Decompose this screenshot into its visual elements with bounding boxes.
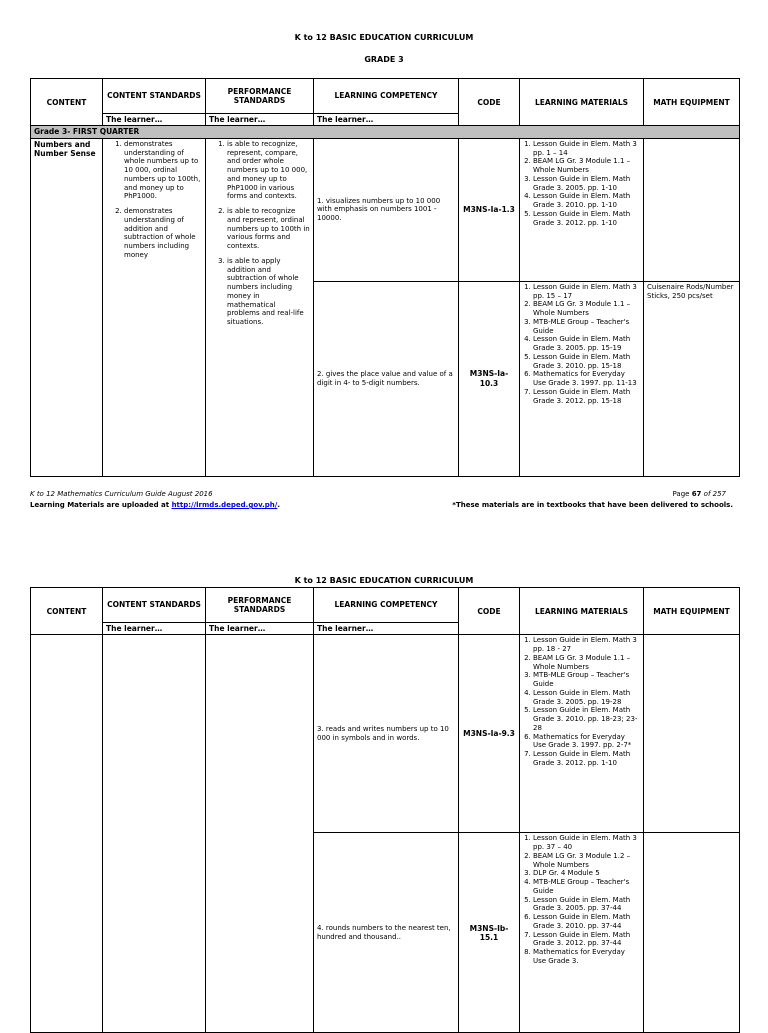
material-item: 6. Mathematics for Everyday Use Grade 3. 1997. pp. 2-7* [533, 733, 640, 751]
header-performance-standards: PERFORMANCE STANDARDS [206, 79, 314, 114]
content-cell [31, 635, 103, 1033]
header-content: CONTENT [31, 79, 103, 126]
materials-cell [520, 833, 644, 1033]
header-math-equipment: MATH EQUIPMENT [644, 588, 740, 635]
footer-left-2: Learning Materials are uploaded at http://lrmds.deped.gov.ph/. [30, 501, 281, 509]
code-cell: M3NS-Ia-10.3 [459, 281, 520, 476]
code-cell: M3NS-Ia-1.3 [459, 138, 520, 281]
material-item: 7. Lesson Guide in Elem. Math Grade 3. 2012. pp. 37-44 [533, 931, 640, 949]
material-item: 2. BEAM LG Gr. 3 Module 1.1 – Whole Numbers [533, 300, 640, 318]
equipment-cell [644, 635, 740, 833]
learner-label: The learner… [103, 623, 206, 635]
footer-left-1: K to 12 Mathematics Curriculum Guide August 2016 [30, 490, 213, 498]
page-title: K to 12 BASIC EDUCATION CURRICULUM [294, 33, 474, 42]
material-item: 3. Lesson Guide in Elem. Math Grade 3. 2005. pp. 1-10 [533, 175, 640, 193]
lrmds-link[interactable]: http://lrmds.deped.gov.ph/ [171, 501, 278, 509]
content-standard-item: 2. demonstrates understanding of addition and subtraction of whole numbers including money [124, 207, 202, 260]
curriculum-table-1 [30, 78, 740, 477]
material-item: 7. Lesson Guide in Elem. Math Grade 3. 2012. pp. 15-18 [533, 388, 640, 406]
content-standards-cell [103, 138, 206, 476]
header-learning-competency: LEARNING COMPETENCY [314, 588, 459, 623]
header-code: CODE [459, 588, 520, 635]
content-cell: Numbers and Number Sense [31, 138, 103, 476]
learner-label: The learner… [314, 623, 459, 635]
header-content: CONTENT [31, 588, 103, 635]
code-cell: M3NS-Ia-9.3 [459, 635, 520, 833]
header-performance-standards: PERFORMANCE STANDARDS [206, 588, 314, 623]
grade-heading: GRADE 3 [364, 55, 404, 64]
learner-label: The learner… [314, 114, 459, 126]
material-item: 3. MTB-MLE Group – Teacher's Guide [533, 671, 640, 689]
material-item: 2. BEAM LG Gr. 3 Module 1.2 – Whole Numbers [533, 852, 640, 870]
material-item: 1. Lesson Guide in Elem. Math 3 pp. 1 – 14 [533, 140, 640, 158]
competency-cell: 2. gives the place value and value of a digit in 4- to 5-digit numbers. [314, 281, 459, 476]
header-code: CODE [459, 79, 520, 126]
material-item: 4. Lesson Guide in Elem. Math Grade 3. 2005. pp. 19-28 [533, 689, 640, 707]
content-standards-cell [103, 635, 206, 1033]
material-item: 5. Lesson Guide in Elem. Math Grade 3. 2005. pp. 37-44 [533, 896, 640, 914]
materials-cell [520, 138, 644, 281]
equipment-cell [644, 833, 740, 1033]
code-cell: M3NS-Ib-15.1 [459, 833, 520, 1033]
material-item: 1. Lesson Guide in Elem. Math 3 pp. 15 – 17 [533, 283, 640, 301]
material-item: 4. Lesson Guide in Elem. Math Grade 3. 2010. pp. 1-10 [533, 192, 640, 210]
equipment-cell: Cuisenaire Rods/Number Sticks, 250 pcs/set [644, 281, 740, 476]
material-item: 4. MTB-MLE Group – Teacher's Guide [533, 878, 640, 896]
performance-standard-item: 2. is able to recognize and represent, ordinal numbers up to 100th in various forms and contexts. [227, 207, 310, 251]
header-learning-materials: LEARNING MATERIALS [520, 588, 644, 635]
material-item: 2. BEAM LG Gr. 3 Module 1.1 – Whole Numbers [533, 157, 640, 175]
page-number: Page 67 of 257 [672, 490, 726, 498]
competency-cell: 4. rounds numbers to the nearest ten, hundred and thousand.. [314, 833, 459, 1033]
performance-standards-cell [206, 138, 314, 476]
material-item: 2. BEAM LG Gr. 3 Module 1.1 – Whole Numbers [533, 654, 640, 672]
header-content-standards: CONTENT STANDARDS [103, 79, 206, 114]
learner-label: The learner… [206, 114, 314, 126]
material-item: 3. MTB-MLE Group – Teacher's Guide [533, 318, 640, 336]
material-item: 1. Lesson Guide in Elem. Math 3 pp. 18 - 27 [533, 636, 640, 654]
material-item: 5. Lesson Guide in Elem. Math Grade 3. 2010. pp. 15-18 [533, 353, 640, 371]
content-standard-item: 1. demonstrates understanding of whole numbers up to 10 000, ordinal numbers up to 100th, and money up to PhP1000. [124, 140, 202, 201]
material-item: 5. Lesson Guide in Elem. Math Grade 3. 2012. pp. 1-10 [533, 210, 640, 228]
material-item: 6. Lesson Guide in Elem. Math Grade 3. 2010. pp. 37-44 [533, 913, 640, 931]
material-item: 6. Mathematics for Everyday Use Grade 3. 1997. pp. 11-13 [533, 370, 640, 388]
competency-cell: 3. reads and writes numbers up to 10 000 in symbols and in words. [314, 635, 459, 833]
curriculum-table-2 [30, 587, 740, 1033]
material-item: 5. Lesson Guide in Elem. Math Grade 3. 2010. pp. 18-23; 23-28 [533, 706, 640, 732]
header-math-equipment: MATH EQUIPMENT [644, 79, 740, 126]
footer-note: *These materials are in textbooks that have been delivered to schools. [452, 501, 733, 509]
header-learning-materials: LEARNING MATERIALS [520, 79, 644, 126]
performance-standard-item: 3. is able to apply addition and subtraction of whole numbers including money in mathematical problems and real-life situations. [227, 257, 310, 327]
material-item: 3. DLP Gr. 4 Module 5 [533, 869, 640, 878]
performance-standards-cell [206, 635, 314, 1033]
materials-cell [520, 281, 644, 476]
learner-label: The learner… [206, 623, 314, 635]
header-learning-competency: LEARNING COMPETENCY [314, 79, 459, 114]
materials-cell [520, 635, 644, 833]
header-content-standards: CONTENT STANDARDS [103, 588, 206, 623]
material-item: 8. Mathematics for Everyday Use Grade 3. [533, 948, 640, 966]
material-item: 1. Lesson Guide in Elem. Math 3 pp. 37 – 40 [533, 834, 640, 852]
equipment-cell [644, 138, 740, 281]
performance-standard-item: 1. is able to recognize, represent, compare, and order whole numbers up to 10 000, and money up to PhP1000 in various forms and contexts. [227, 140, 310, 201]
page-title: K to 12 BASIC EDUCATION CURRICULUM [294, 576, 474, 585]
material-item: 4. Lesson Guide in Elem. Math Grade 3. 2005. pp. 15-19 [533, 335, 640, 353]
material-item: 7. Lesson Guide in Elem. Math Grade 3. 2012. pp. 1-10 [533, 750, 640, 768]
learner-label: The learner… [103, 114, 206, 126]
quarter-heading: Grade 3- FIRST QUARTER [31, 126, 740, 138]
competency-cell: 1. visualizes numbers up to 10 000 with emphasis on numbers 1001 - 10000. [314, 138, 459, 281]
